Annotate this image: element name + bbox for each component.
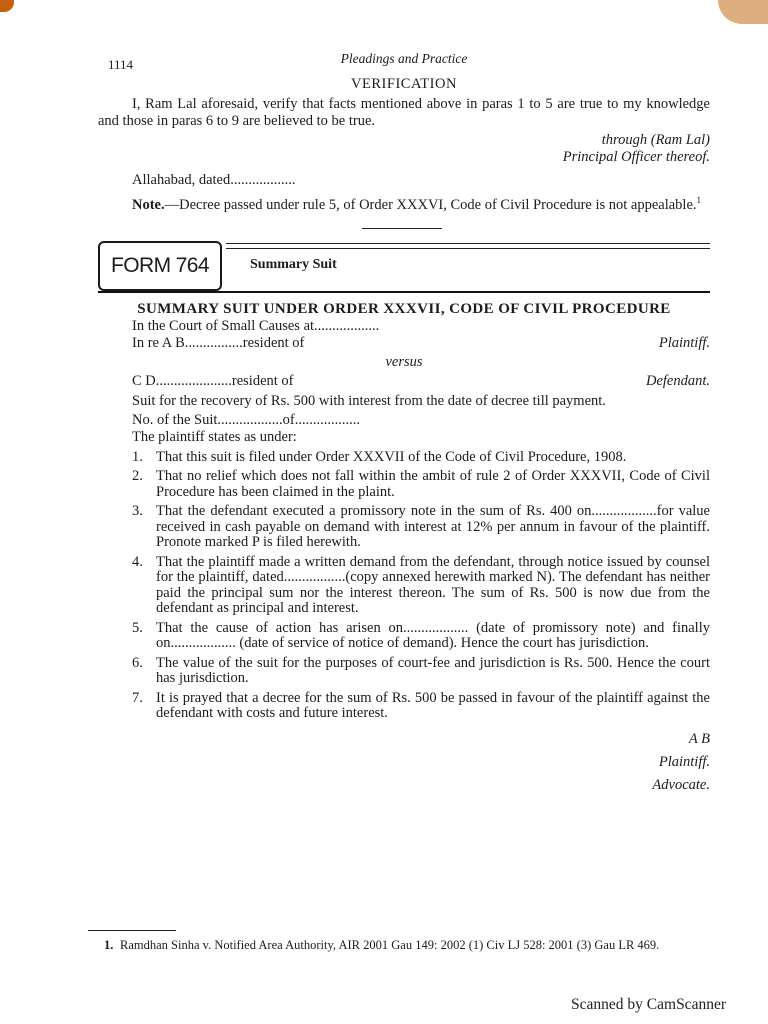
item-text: The value of the suit for the purposes of court-fee and jurisdiction is Rs. 500. Hence the court has jurisdiction. bbox=[156, 654, 710, 687]
item-text: That this suit is filed under Order XXXVII of the Code of Civil Procedure, 1908. bbox=[156, 448, 627, 465]
running-title: Pleadings and Practice bbox=[340, 51, 468, 66]
page-number: 1114 bbox=[108, 57, 134, 72]
defendant-row bbox=[98, 373, 710, 390]
item-number: 7. bbox=[132, 689, 143, 706]
item-number: 4. bbox=[132, 553, 143, 570]
plaintiff-states: The plaintiff states as under: bbox=[132, 428, 297, 445]
defendant-label: Defendant. bbox=[645, 372, 710, 389]
list-item bbox=[132, 691, 710, 722]
plaint-paragraphs bbox=[98, 450, 710, 722]
list-item bbox=[132, 555, 710, 617]
scan-edge-top-left bbox=[0, 0, 14, 12]
verification-heading: VERIFICATION bbox=[351, 76, 457, 92]
form-header bbox=[98, 241, 710, 297]
defendant-line: C D.....................resident of bbox=[132, 372, 294, 389]
list-item bbox=[132, 621, 710, 652]
item-text: That the plaintiff made a written demand from the defendant, through notice issued by counsel for the plaintiff, dated.................(copy annexed herewith marked N). The defendant has neither paid the principal sum nor the interest thereon. The sum of Rs. 500 is now due from the defendant as principal and interest. bbox=[156, 553, 710, 617]
form-double-rule bbox=[226, 243, 710, 249]
book-page bbox=[98, 48, 710, 797]
item-number: 2. bbox=[132, 468, 143, 485]
list-item bbox=[132, 504, 710, 551]
court-line: In the Court of Small Causes at.................. bbox=[132, 317, 380, 334]
item-number: 1. bbox=[132, 448, 143, 465]
list-item bbox=[132, 656, 710, 687]
suit-for-line: Suit for the recovery of Rs. 500 with interest from the date of decree till payment. bbox=[132, 392, 606, 409]
signatory-name: A B bbox=[688, 730, 710, 747]
page-header bbox=[98, 48, 710, 70]
form-number-box bbox=[98, 241, 222, 291]
signature-block bbox=[98, 728, 710, 797]
verification-through: through (Ram Lal) bbox=[601, 132, 710, 148]
footnote-text: Ramdhan Sinha v. Notified Area Authority, AIR 2001 Gau 149: 2002 (1) Civ LJ 528: 2001 (3) Gau LR 469. bbox=[120, 938, 660, 952]
form-number: FORM 764 bbox=[111, 254, 209, 278]
section-divider bbox=[362, 228, 442, 229]
item-number: 5. bbox=[132, 619, 143, 636]
verification-note bbox=[98, 192, 710, 214]
note-footnote-ref: 1 bbox=[696, 195, 702, 205]
in-re-line: In re A B................resident of bbox=[132, 334, 305, 351]
verification-place-date: Allahabad, dated.................. bbox=[132, 172, 296, 188]
item-number: 6. bbox=[132, 654, 143, 671]
scanner-watermark: Scanned by CamScanner bbox=[571, 996, 726, 1013]
suit-number-line: No. of the Suit..................of.................. bbox=[132, 411, 360, 428]
versus-label: versus bbox=[385, 353, 423, 370]
list-item bbox=[132, 469, 710, 500]
form-thick-rule bbox=[98, 291, 710, 293]
footnote bbox=[104, 938, 704, 952]
list-item bbox=[132, 450, 710, 466]
item-text: That the defendant executed a promissory note in the sum of Rs. 400 on..................for value received in cash payable on demand with interest at 12% per annum in favour of the plaintiff. Pronote marked P is filed herewith. bbox=[156, 503, 710, 551]
item-text: That no relief which does not fall within the ambit of rule 2 of Order XXXVII, Code of Civil Procedure has been claimed in the plaint. bbox=[156, 468, 710, 500]
note-text: —Decree passed under rule 5, of Order XXXVI, Code of Civil Procedure is not appealable. bbox=[164, 196, 697, 213]
note-label: Note. bbox=[132, 196, 165, 213]
signatory-advocate: Advocate. bbox=[652, 776, 710, 793]
verification-officer: Principal Officer thereof. bbox=[562, 149, 710, 165]
plaintiff-label: Plaintiff. bbox=[658, 334, 710, 351]
item-text: That the cause of action has arisen on.................. (date of promissory note) and finally on.................. (date of service of notice of demand). Hence the court has jurisdiction. bbox=[156, 619, 710, 652]
form-title: Summary Suit bbox=[250, 256, 337, 272]
signatory-plaintiff: Plaintiff. bbox=[658, 753, 710, 770]
scan-edge-top-right bbox=[718, 0, 768, 24]
verification-body: I, Ram Lal aforesaid, verify that facts mentioned above in paras 1 to 5 are true to my knowledge and those in paras 6 to 9 are believed to be true. bbox=[98, 96, 710, 129]
item-text: It is prayed that a decree for the sum of Rs. 500 be passed in favour of the plaintiff against the defendant with costs and future interest. bbox=[156, 689, 710, 722]
footnote-number: 1. bbox=[104, 938, 114, 952]
footnote-rule bbox=[88, 930, 176, 931]
item-number: 3. bbox=[132, 503, 143, 520]
suit-heading: SUMMARY SUIT UNDER ORDER XXXVII, CODE OF CIVIL PROCEDURE bbox=[137, 300, 671, 317]
plaintiff-row bbox=[98, 335, 710, 352]
